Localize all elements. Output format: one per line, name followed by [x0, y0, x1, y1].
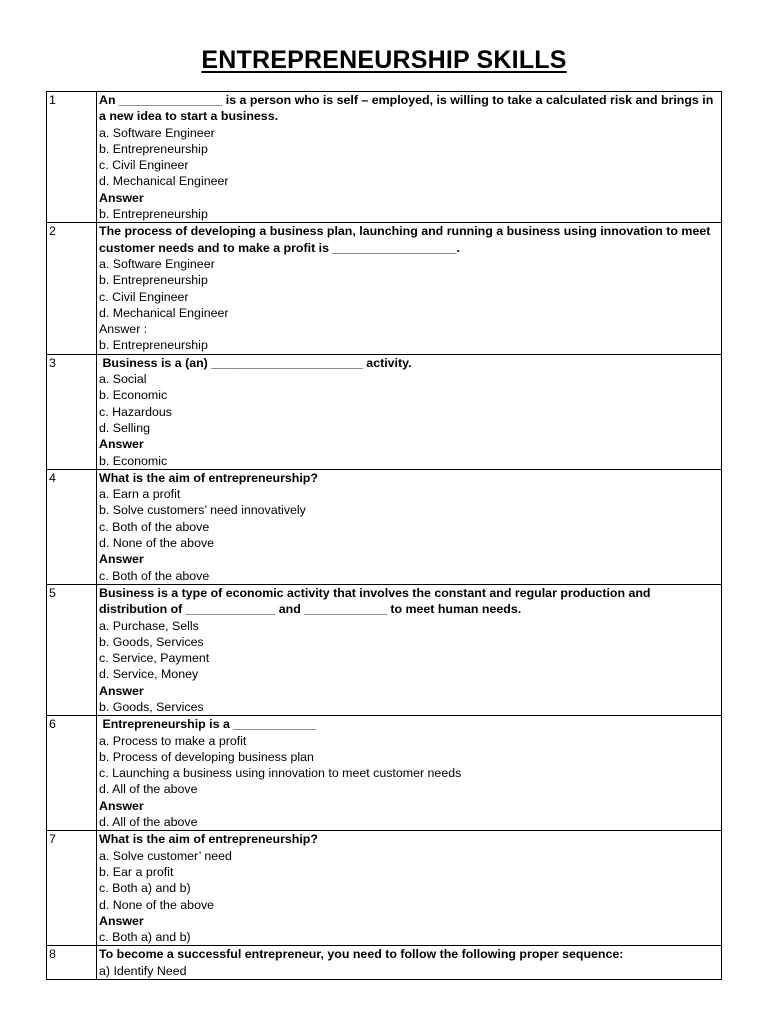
- question-number: 2: [47, 223, 97, 354]
- question-number: 8: [47, 946, 97, 980]
- question-text: The process of developing a business plan, launching and running a business using innovation to meet customer needs and to make a profit is __________________.: [99, 224, 714, 255]
- question-cell: [97, 92, 722, 223]
- answer-label: Answer: [99, 798, 144, 813]
- question-cell: [97, 831, 722, 946]
- questions-table: [46, 91, 722, 980]
- answer-text: c. Both of the above: [99, 568, 210, 583]
- option-text: a. Earn a profit: [99, 487, 181, 502]
- question-row: [47, 354, 722, 469]
- question-number: 1: [47, 92, 97, 223]
- option-text: b. Ear a profit: [99, 864, 174, 879]
- question-cell: [97, 354, 722, 469]
- option-text: d. None of the above: [99, 536, 215, 551]
- option-text: c. Both a) and b): [99, 881, 191, 896]
- option-text: c. Launching a business using innovation to meet customer needs: [99, 766, 462, 781]
- option-text: a. Software Engineer: [99, 256, 215, 271]
- option-text: a. Software Engineer: [99, 125, 215, 140]
- answer-label: Answer: [99, 913, 144, 928]
- question-text: Entrepreneurship is a ____________: [99, 717, 316, 732]
- option-text: d. Service, Money: [99, 667, 199, 682]
- option-text: d. All of the above: [99, 782, 198, 797]
- answer-text: b. Entrepreneurship: [99, 338, 208, 353]
- option-text: d. Mechanical Engineer: [99, 305, 229, 320]
- question-row: [47, 92, 722, 223]
- answer-label: Answer: [99, 437, 144, 452]
- answer-label: Answer: [99, 190, 144, 205]
- option-text: c. Both of the above: [99, 519, 210, 534]
- option-text: b. Entrepreneurship: [99, 141, 208, 156]
- answer-text: c. Both a) and b): [99, 930, 191, 945]
- option-text: c. Hazardous: [99, 404, 173, 419]
- option-text: b. Solve customers’ need innovatively: [99, 503, 306, 518]
- answer-text: d. All of the above: [99, 815, 198, 830]
- question-text: To become a successful entrepreneur, you need to follow the following proper sequence:: [99, 947, 624, 962]
- question-cell: [97, 584, 722, 715]
- option-text: b. Entrepreneurship: [99, 273, 208, 288]
- option-text: b. Economic: [99, 388, 168, 403]
- question-number: 7: [47, 831, 97, 946]
- option-text: c. Civil Engineer: [99, 158, 189, 173]
- option-text: a. Purchase, Sells: [99, 618, 199, 633]
- question-row: [47, 584, 722, 715]
- option-text: b. Process of developing business plan: [99, 749, 314, 764]
- question-text: What is the aim of entrepreneurship?: [99, 470, 318, 485]
- option-text: b. Goods, Services: [99, 634, 204, 649]
- answer-label: Answer: [99, 552, 144, 567]
- question-row: [47, 831, 722, 946]
- option-text: a) Identify Need: [99, 963, 187, 978]
- option-text: a. Process to make a profit: [99, 733, 247, 748]
- option-text: d. Mechanical Engineer: [99, 174, 229, 189]
- option-text: d. Selling: [99, 420, 150, 435]
- question-cell: [97, 469, 722, 584]
- question-number: 6: [47, 716, 97, 831]
- question-row: [47, 469, 722, 584]
- question-row: [47, 716, 722, 831]
- questions-table-body: [47, 92, 722, 980]
- question-text: Business is a (an) ______________________ activity.: [99, 355, 412, 370]
- question-number: 3: [47, 354, 97, 469]
- question-row: [47, 223, 722, 354]
- answer-label: Answer: [99, 683, 144, 698]
- question-cell: [97, 946, 722, 980]
- question-row: [47, 946, 722, 980]
- question-number: 4: [47, 469, 97, 584]
- answer-label: Answer :: [99, 322, 148, 337]
- question-text: What is the aim of entrepreneurship?: [99, 832, 318, 847]
- option-text: c. Civil Engineer: [99, 289, 189, 304]
- question-number: 5: [47, 584, 97, 715]
- option-text: a. Solve customer’ need: [99, 848, 232, 863]
- question-cell: [97, 223, 722, 354]
- option-text: c. Service, Payment: [99, 651, 210, 666]
- answer-text: b. Entrepreneurship: [99, 207, 208, 222]
- question-cell: [97, 716, 722, 831]
- question-text: An _______________ is a person who is self – employed, is willing to take a calculated risk and brings in a new idea to start a business.: [99, 93, 717, 124]
- answer-text: b. Economic: [99, 453, 168, 468]
- answer-text: b. Goods, Services: [99, 699, 204, 714]
- question-text: Business is a type of economic activity that involves the constant and regular production and distribution of _____________ and ____________ to meet human needs.: [99, 585, 654, 617]
- page-title: ENTREPRENEURSHIP SKILLS: [201, 46, 567, 74]
- option-text: a. Social: [99, 372, 147, 387]
- option-text: d. None of the above: [99, 897, 215, 912]
